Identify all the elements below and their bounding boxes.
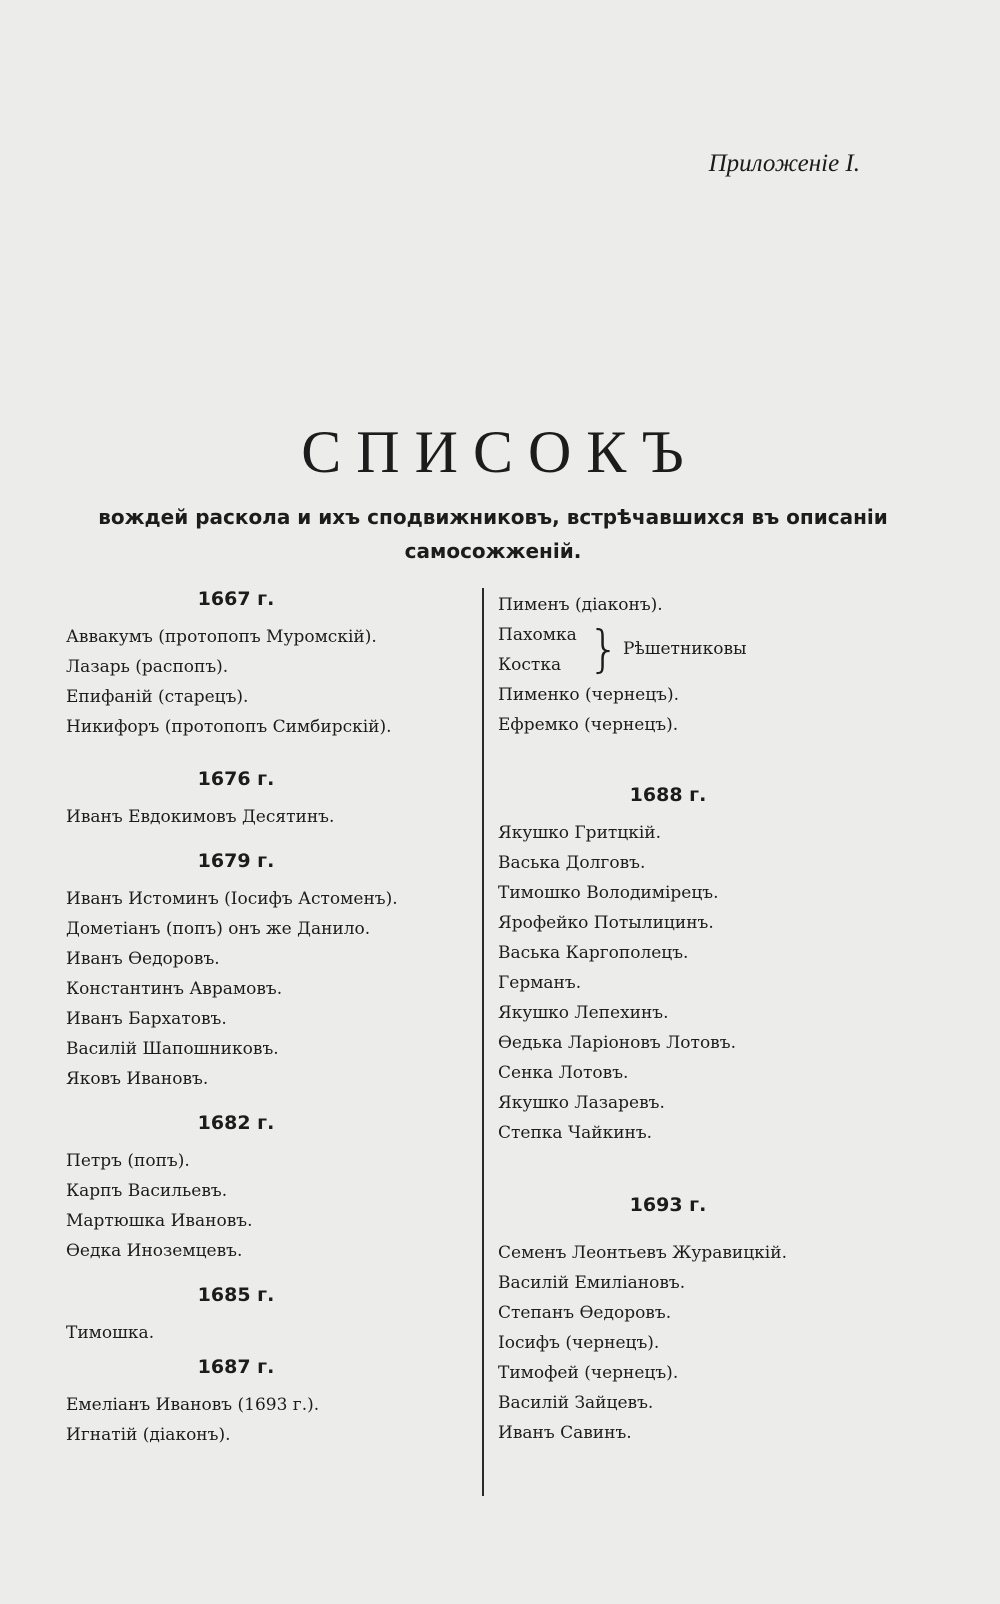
year-heading: 1676 г. — [197, 768, 275, 790]
list-item: Василiй Емилiановъ. — [498, 1273, 686, 1293]
list-item: Васька Долговъ. — [498, 853, 646, 873]
list-item: Степка Чайкинъ. — [498, 1123, 653, 1143]
page-subtitle — [68, 500, 918, 568]
list-item: Карпъ Васильевъ. — [66, 1181, 228, 1201]
year-section-1682 — [66, 1112, 466, 1266]
year-heading: 1679 г. — [197, 850, 275, 872]
year-section-1676 — [66, 768, 466, 832]
list-item: Семенъ Леонтьевъ Журавицкiй. — [498, 1243, 787, 1263]
list-item: Пименъ (дiаконъ). — [498, 595, 663, 615]
year-heading: 1688 г. — [629, 784, 707, 806]
list-item: Иванъ Истоминъ (Iосифъ Астоменъ). — [66, 889, 398, 909]
list-item: Иванъ Евдокимовъ Десятинъ. — [66, 807, 335, 827]
year-section-1687 — [66, 1356, 466, 1450]
brace-label: Рѣшетниковы — [623, 639, 747, 659]
right-brace-icon: } — [588, 620, 620, 678]
list-item: Сенка Лотовъ. — [498, 1063, 629, 1083]
year-heading: 1667 г. — [197, 588, 275, 610]
list-item: Ефремко (чернецъ). — [498, 715, 679, 735]
year-section-1667 — [66, 588, 466, 742]
year-heading: 1685 г. — [197, 1284, 275, 1306]
list-item: Пименко (чернецъ). — [498, 685, 680, 705]
list-item: Якушко Гритцкiй. — [498, 823, 662, 843]
list-item: Аввакумъ (протопопъ Муромскiй). — [66, 627, 377, 647]
list-item: Лазарь (распопъ). — [66, 657, 229, 677]
list-item: Костка — [498, 655, 562, 675]
appendix-heading: Приложенiе I. — [708, 150, 860, 177]
year-heading: 1693 г. — [629, 1194, 707, 1216]
left-column — [66, 588, 466, 1450]
list-item: Германъ. — [498, 973, 582, 993]
list-item: Яковъ Ивановъ. — [66, 1069, 209, 1089]
list-item: Игнатiй (дiаконъ). — [66, 1425, 231, 1445]
subtitle-line-2: самосожженiй. — [404, 539, 582, 563]
list-item: Епифанiй (старецъ). — [66, 687, 249, 707]
year-section-1693 — [498, 1194, 918, 1448]
year-section-1688 — [498, 784, 918, 1148]
list-item: Степанъ Ѳедоровъ. — [498, 1303, 672, 1323]
column-divider — [482, 588, 484, 1496]
list-item: Якушко Лепехинъ. — [498, 1003, 669, 1023]
list-item: Тимофей (чернецъ). — [498, 1363, 679, 1383]
list-item: Ѳедка Иноземцевъ. — [66, 1241, 243, 1261]
list-item: Якушко Лазаревъ. — [498, 1093, 665, 1113]
year-section-1685 — [66, 1284, 466, 1348]
list-item: Никифоръ (протопопъ Симбирскiй). — [66, 717, 392, 737]
brace-group — [498, 620, 918, 680]
list-item: Тимошка. — [66, 1323, 155, 1343]
list-item: Василiй Зайцевъ. — [498, 1393, 654, 1413]
list-item: Емелiанъ Ивановъ (1693 г.). — [66, 1395, 320, 1415]
year-heading: 1687 г. — [197, 1356, 275, 1378]
right-column — [498, 590, 918, 1448]
subtitle-line-1: вождей раскола и ихъ сподвижниковъ, встрѣчавшихся въ описанiи — [98, 505, 888, 529]
list-item: Иванъ Ѳедоровъ. — [66, 949, 220, 969]
list-item: Иванъ Савинъ. — [498, 1423, 632, 1443]
list-item: Iосифъ (чернецъ). — [498, 1333, 660, 1353]
list-item: Ѳедька Ларiоновъ Лотовъ. — [498, 1033, 736, 1053]
list-item: Ярофейко Потылицинъ. — [498, 913, 714, 933]
year-section-1679 — [66, 850, 466, 1094]
page-title: СПИСОКЪ — [301, 419, 699, 485]
list-item: Дометiанъ (попъ) онъ же Данило. — [66, 919, 371, 939]
list-item: Мартюшка Ивановъ. — [66, 1211, 253, 1231]
list-item: Иванъ Бархатовъ. — [66, 1009, 227, 1029]
list-item: Константинъ Аврамовъ. — [66, 979, 283, 999]
list-item: Пахомка — [498, 625, 577, 645]
year-heading: 1682 г. — [197, 1112, 275, 1134]
list-item: Васька Каргополецъ. — [498, 943, 689, 963]
list-item: Василiй Шапошниковъ. — [66, 1039, 279, 1059]
list-item: Тимошко Володимiрецъ. — [498, 883, 719, 903]
list-item: Петръ (попъ). — [66, 1151, 190, 1171]
